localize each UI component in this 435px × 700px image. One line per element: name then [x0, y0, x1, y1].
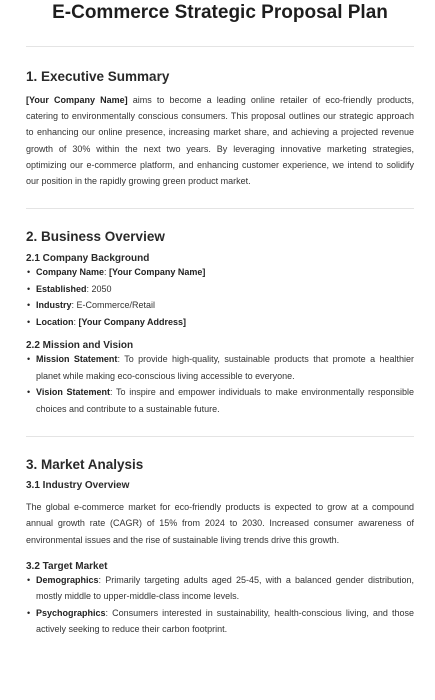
mission-vision-list [26, 351, 414, 417]
list-item: • Industry: E-Commerce/Retail [36, 297, 414, 314]
list-item: • Demographics: Primarily targeting adults aged 25-45, with a balanced gender distribution, mostly middle to upper-middle-class income levels. [36, 572, 414, 605]
list-item: • Company Name: [Your Company Name] [36, 264, 414, 281]
section-heading-market-analysis: 3. Market Analysis [26, 457, 144, 473]
section-heading-executive-summary: 1. Executive Summary [26, 69, 170, 84]
bullet-icon: • [27, 607, 31, 618]
list-item: • Mission Statement: To provide high-quality, sustainable products that promote a healthier planet while making eco-conscious living accessible to everyone. [36, 351, 414, 384]
company-name-placeholder: [Your Company Name] [26, 95, 128, 105]
bullet-icon: • [27, 387, 31, 398]
section-heading-business-overview: 2. Business Overview [26, 229, 165, 245]
list-item: • Location: [Your Company Address] [36, 314, 414, 331]
bullet-icon: • [27, 316, 31, 327]
subsection-heading-industry-overview: 3.1 Industry Overview [26, 480, 130, 492]
subsection-heading-mission-vision: 2.2 Mission and Vision [26, 340, 134, 352]
bullet-icon: • [27, 267, 31, 278]
subsection-heading-company-background: 2.1 Company Background [26, 253, 150, 265]
list-item: • Psychographics: Consumers interested in sustainability, health-conscious living, and those actively seeking to reduce their carbon footprint. [36, 605, 414, 638]
bullet-icon: • [27, 574, 31, 585]
subsection-heading-target-market: 3.2 Target Market [26, 560, 108, 572]
target-market-list [26, 572, 414, 638]
company-background-list [26, 264, 414, 330]
document-title: E-Commerce Strategic Proposal Plan [52, 2, 388, 23]
bullet-icon: • [27, 354, 31, 365]
list-item: • Established: 2050 [36, 281, 414, 298]
list-item: • Vision Statement: To inspire and empower individuals to make environmentally responsible choices and contribute to a sustainable future. [36, 384, 414, 417]
bullet-icon: • [27, 300, 31, 311]
executive-summary-text: aims to become a leading online retailer of eco-friendly products, catering to environmentally conscious consumers. This proposal outlines our strategic approach to enhancing our online presence, increasing market share, and achieving a projected revenue growth of 30% within the next two years. By leveraging innovative marketing strategies, optimizing our e-commerce platform, and enhancing customer experience, we intend to solidify our position in the rapidly growing green product market. [26, 95, 414, 187]
industry-overview-paragraph: The global e-commerce market for eco-friendly products is expected to grow at a compound annual growth rate (CAGR) of 15% from 2024 to 2030. Increased consumer awareness of environmental issues and the rise of sustainable living trends drive this growth. [26, 502, 414, 545]
executive-summary-paragraph [26, 92, 414, 189]
bullet-icon: • [27, 283, 31, 294]
